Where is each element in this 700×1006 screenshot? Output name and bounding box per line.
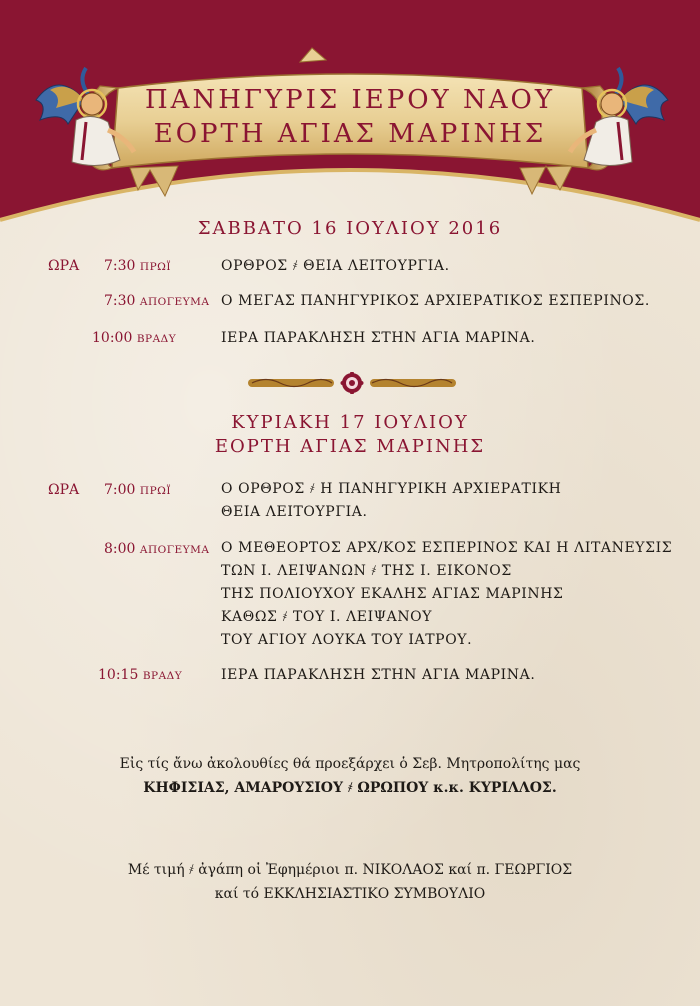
event-time: 7:30 ΑΠΟΓΕΥΜΑ xyxy=(104,293,210,309)
ora-label: ΩΡΑ xyxy=(48,482,80,498)
signature-line-1: Μέ τιμή ҂ ἀγάπη οἱ Ἐφημέριοι π. ΝΙΚΟΛΑΟΣ καί π. ΓΕΩΡΓΙΟΣ xyxy=(127,862,573,878)
page-title xyxy=(0,83,700,151)
event-time: 8:00 ΑΠΟΓΕΥΜΑ xyxy=(104,541,210,557)
signature-line-2: καί τό ΕΚΚΛΗΣΙΑΣΤΙΚΟ ΣΥΜΒΟΥΛΙΟ xyxy=(214,886,486,902)
presiding-note xyxy=(0,752,700,800)
presiding-line-2: ΚΗΦΙΣΙΑΣ, ΑΜΑΡΟΥΣΙΟΥ ҂ ΩΡΩΠΟΥ κ.κ. ΚΥΡΙΛΛΟΣ. xyxy=(143,780,557,796)
event-description: ΙΕΡΑ ΠΑΡΑΚΛΗΣΗ ΣΤΗΝ ΑΓΙΑ ΜΑΡΙΝΑ. xyxy=(221,330,536,346)
title-line-1: ΠΑΝΗΓΥΡΙΣ ΙΕΡΟΥ ΝΑΟΥ xyxy=(145,85,555,115)
event-description: Ο ΟΡΘΡΟΣ ҂ Η ΠΑΝΗΓΥΡΙΚΗ ΑΡΧΙΕΡΑΤΙΚΗ ΘΕΙΑ ΛΕΙΤΟΥΡΓΙΑ. xyxy=(221,481,562,520)
signature xyxy=(0,858,700,906)
day2-heading-line-2: ΕΟΡΤΗ ΑΓΙΑΣ ΜΑΡΙΝΗΣ xyxy=(214,436,486,457)
presiding-line-1: Εἰς τίς ἄνω ἀκολουθίες θά προεξάρχει ὁ Σεβ. Μητροπολίτης μας xyxy=(119,756,581,772)
event-description: Ο ΜΕΓΑΣ ΠΑΝΗΓΥΡΙΚΟΣ ΑΡΧΙΕΡΑΤΙΚΟΣ ΕΣΠΕΡΙΝΟΣ. xyxy=(221,293,650,309)
event-time: 7:00 ΠΡΩΪ xyxy=(104,482,171,498)
title-line-2: ΕΟΡΤΗ ΑΓΙΑΣ ΜΑΡΙΝΗΣ xyxy=(153,119,547,149)
event-description: Ο ΜΕΘΕΟΡΤΟΣ ΑΡΧ/ΚΟΣ ΕΣΠΕΡΙΝΟΣ ΚΑΙ Η ΛΙΤΑΝΕΥΣΙΣ ΤΩΝ Ι. ΛΕΙΨΑΝΩΝ ҂ ΤΗΣ Ι. ΕΙΚΟΝΟΣ ΤΗΣ ΠΟΛΙΟΥΧΟΥ ΕΚΑΛΗΣ ΑΓΙΑΣ ΜΑΡΙΝΗΣ ΚΑΘΩΣ ҂ ΤΟΥ Ι. ΛΕΙΨΑΝΟΥ ΤΟΥ ΑΓΙΟΥ ΛΟΥΚΑ ΤΟΥ ΙΑΤΡΟΥ. xyxy=(221,540,673,648)
event-description: ΙΕΡΑ ΠΑΡΑΚΛΗΣΗ ΣΤΗΝ ΑΓΙΑ ΜΑΡΙΝΑ. xyxy=(221,667,536,683)
event-time: 10:15 ΒΡΑΔΥ xyxy=(98,667,183,683)
ornament-divider-icon xyxy=(246,372,458,394)
event-time: 10:00 ΒΡΑΔΥ xyxy=(92,330,177,346)
event-description: ΟΡΘΡΟΣ ҂ ΘΕΙΑ ΛΕΙΤΟΥΡΓΙΑ. xyxy=(221,258,450,274)
day2-heading-line-1: ΚΥΡΙΑΚΗ 17 ΙΟΥΛΙΟΥ xyxy=(231,412,469,433)
event-time: 7:30 ΠΡΩΪ xyxy=(104,258,171,274)
day1-heading: ΣΑΒΒΑΤΟ 16 ΙΟΥΛΙΟΥ 2016 xyxy=(197,218,503,239)
ora-label: ΩΡΑ xyxy=(48,258,80,274)
